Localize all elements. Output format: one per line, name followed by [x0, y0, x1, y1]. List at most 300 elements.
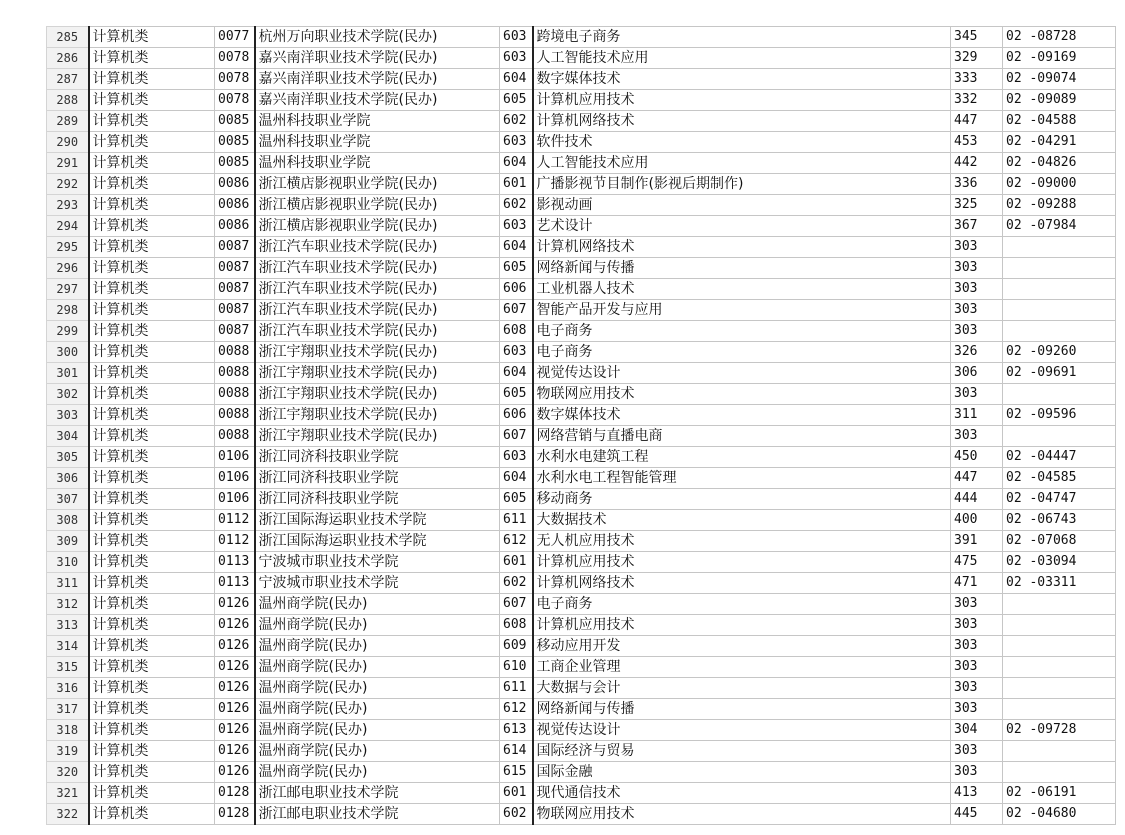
category-cell[interactable]: 计算机类	[89, 342, 215, 363]
score-cell[interactable]: 303	[951, 237, 1003, 258]
rank-cell[interactable]	[1003, 237, 1116, 258]
major-code-cell[interactable]: 604	[500, 363, 533, 384]
row-number: 311	[47, 573, 89, 594]
school-name-cell[interactable]: 浙江汽车职业技术学院(民办)	[255, 237, 500, 258]
rank-cell[interactable]	[1003, 615, 1116, 636]
major-code-cell[interactable]: 603	[500, 216, 533, 237]
major-name-cell[interactable]: 数字媒体技术	[533, 69, 951, 90]
major-code-cell[interactable]: 602	[500, 573, 533, 594]
category-cell[interactable]: 计算机类	[89, 384, 215, 405]
row-number: 298	[47, 300, 89, 321]
major-name-cell[interactable]: 物联网应用技术	[533, 384, 951, 405]
rank-cell[interactable]	[1003, 741, 1116, 762]
rank-cell[interactable]: 02 -08728	[1003, 27, 1116, 48]
category-cell[interactable]: 计算机类	[89, 447, 215, 468]
table-row	[47, 783, 1116, 804]
major-name-cell[interactable]: 网络营销与直播电商	[533, 426, 951, 447]
major-code-cell[interactable]: 603	[500, 447, 533, 468]
rank-cell[interactable]: 02 -04826	[1003, 153, 1116, 174]
table-row	[47, 27, 1116, 48]
major-code-cell[interactable]: 605	[500, 384, 533, 405]
major-code-cell[interactable]: 605	[500, 489, 533, 510]
school-code-cell[interactable]: 0086	[215, 216, 255, 237]
major-name-cell[interactable]: 电子商务	[533, 342, 951, 363]
score-cell[interactable]: 413	[951, 783, 1003, 804]
score-cell[interactable]: 303	[951, 300, 1003, 321]
school-name-cell[interactable]: 浙江邮电职业技术学院	[255, 804, 500, 825]
major-code-cell[interactable]: 604	[500, 153, 533, 174]
major-name-cell[interactable]: 影视动画	[533, 195, 951, 216]
school-name-cell[interactable]: 浙江宇翔职业技术学院(民办)	[255, 363, 500, 384]
school-code-cell[interactable]: 0112	[215, 531, 255, 552]
school-code-cell[interactable]: 0088	[215, 384, 255, 405]
score-cell[interactable]: 326	[951, 342, 1003, 363]
school-name-cell[interactable]: 浙江汽车职业技术学院(民办)	[255, 258, 500, 279]
major-code-cell[interactable]: 603	[500, 48, 533, 69]
row-number: 303	[47, 405, 89, 426]
school-code-cell[interactable]: 0087	[215, 237, 255, 258]
school-code-cell[interactable]: 0086	[215, 174, 255, 195]
rank-cell[interactable]: 02 -09169	[1003, 48, 1116, 69]
school-code-cell[interactable]: 0087	[215, 279, 255, 300]
score-cell[interactable]: 329	[951, 48, 1003, 69]
major-name-cell[interactable]: 工业机器人技术	[533, 279, 951, 300]
table-row	[47, 69, 1116, 90]
major-code-cell[interactable]: 610	[500, 657, 533, 678]
row-number: 313	[47, 615, 89, 636]
school-code-cell[interactable]: 0112	[215, 510, 255, 531]
school-name-cell[interactable]: 浙江横店影视职业学院(民办)	[255, 174, 500, 195]
major-name-cell[interactable]: 视觉传达设计	[533, 720, 951, 741]
category-cell[interactable]: 计算机类	[89, 216, 215, 237]
school-code-cell[interactable]: 0128	[215, 783, 255, 804]
category-cell[interactable]: 计算机类	[89, 657, 215, 678]
category-cell[interactable]: 计算机类	[89, 510, 215, 531]
major-code-cell[interactable]: 605	[500, 258, 533, 279]
school-code-cell[interactable]: 0126	[215, 657, 255, 678]
major-code-cell[interactable]: 602	[500, 111, 533, 132]
score-cell[interactable]: 447	[951, 111, 1003, 132]
school-name-cell[interactable]: 温州商学院(民办)	[255, 594, 500, 615]
major-code-cell[interactable]: 609	[500, 636, 533, 657]
school-name-cell[interactable]: 浙江邮电职业技术学院	[255, 783, 500, 804]
category-cell[interactable]: 计算机类	[89, 531, 215, 552]
school-code-cell[interactable]: 0126	[215, 636, 255, 657]
major-name-cell[interactable]: 电子商务	[533, 594, 951, 615]
school-code-cell[interactable]: 0088	[215, 363, 255, 384]
category-cell[interactable]: 计算机类	[89, 426, 215, 447]
category-cell[interactable]: 计算机类	[89, 552, 215, 573]
row-number: 315	[47, 657, 89, 678]
major-code-cell[interactable]: 606	[500, 279, 533, 300]
school-code-cell[interactable]: 0126	[215, 720, 255, 741]
score-cell[interactable]: 303	[951, 762, 1003, 783]
school-name-cell[interactable]: 温州科技职业学院	[255, 111, 500, 132]
major-name-cell[interactable]: 无人机应用技术	[533, 531, 951, 552]
school-name-cell[interactable]: 浙江汽车职业技术学院(民办)	[255, 300, 500, 321]
rank-cell[interactable]: 02 -03311	[1003, 573, 1116, 594]
major-code-cell[interactable]: 601	[500, 174, 533, 195]
category-cell[interactable]: 计算机类	[89, 279, 215, 300]
rank-cell[interactable]	[1003, 258, 1116, 279]
table-row	[47, 447, 1116, 468]
score-cell[interactable]: 325	[951, 195, 1003, 216]
major-name-cell[interactable]: 移动商务	[533, 489, 951, 510]
score-cell[interactable]: 444	[951, 489, 1003, 510]
rank-cell[interactable]	[1003, 384, 1116, 405]
school-code-cell[interactable]: 0113	[215, 573, 255, 594]
major-code-cell[interactable]: 611	[500, 510, 533, 531]
table-row	[47, 174, 1116, 195]
row-number: 320	[47, 762, 89, 783]
major-name-cell[interactable]: 广播影视节目制作(影视后期制作)	[533, 174, 951, 195]
table-row	[47, 699, 1116, 720]
score-cell[interactable]: 447	[951, 468, 1003, 489]
school-code-cell[interactable]: 0106	[215, 489, 255, 510]
school-name-cell[interactable]: 浙江宇翔职业技术学院(民办)	[255, 384, 500, 405]
major-name-cell[interactable]: 移动应用开发	[533, 636, 951, 657]
major-name-cell[interactable]: 跨境电子商务	[533, 27, 951, 48]
school-code-cell[interactable]: 0078	[215, 90, 255, 111]
major-code-cell[interactable]: 605	[500, 90, 533, 111]
rank-cell[interactable]: 02 -09000	[1003, 174, 1116, 195]
major-code-cell[interactable]: 613	[500, 720, 533, 741]
row-number: 295	[47, 237, 89, 258]
rank-cell[interactable]	[1003, 762, 1116, 783]
major-code-cell[interactable]: 604	[500, 468, 533, 489]
major-name-cell[interactable]: 计算机网络技术	[533, 111, 951, 132]
score-cell[interactable]: 303	[951, 636, 1003, 657]
major-name-cell[interactable]: 智能产品开发与应用	[533, 300, 951, 321]
table-row	[47, 678, 1116, 699]
school-code-cell[interactable]: 0085	[215, 111, 255, 132]
school-name-cell[interactable]: 温州商学院(民办)	[255, 762, 500, 783]
major-name-cell[interactable]: 大数据与会计	[533, 678, 951, 699]
category-cell[interactable]: 计算机类	[89, 153, 215, 174]
category-cell[interactable]: 计算机类	[89, 489, 215, 510]
school-name-cell[interactable]: 温州商学院(民办)	[255, 657, 500, 678]
rank-cell[interactable]	[1003, 321, 1116, 342]
score-cell[interactable]: 303	[951, 615, 1003, 636]
major-code-cell[interactable]: 606	[500, 405, 533, 426]
category-cell[interactable]: 计算机类	[89, 195, 215, 216]
school-name-cell[interactable]: 浙江宇翔职业技术学院(民办)	[255, 342, 500, 363]
major-name-cell[interactable]: 艺术设计	[533, 216, 951, 237]
rank-cell[interactable]: 02 -04747	[1003, 489, 1116, 510]
school-code-cell[interactable]: 0126	[215, 699, 255, 720]
table-row	[47, 804, 1116, 825]
category-cell[interactable]: 计算机类	[89, 363, 215, 384]
major-name-cell[interactable]: 工商企业管理	[533, 657, 951, 678]
school-name-cell[interactable]: 温州科技职业学院	[255, 153, 500, 174]
table-row	[47, 90, 1116, 111]
category-cell[interactable]: 计算机类	[89, 678, 215, 699]
table-row	[47, 321, 1116, 342]
major-name-cell[interactable]: 软件技术	[533, 132, 951, 153]
major-name-cell[interactable]: 人工智能技术应用	[533, 48, 951, 69]
table-row	[47, 531, 1116, 552]
school-code-cell[interactable]: 0126	[215, 762, 255, 783]
rank-cell[interactable]: 02 -09074	[1003, 69, 1116, 90]
category-cell[interactable]: 计算机类	[89, 90, 215, 111]
score-cell[interactable]: 475	[951, 552, 1003, 573]
category-cell[interactable]: 计算机类	[89, 741, 215, 762]
score-cell[interactable]: 303	[951, 321, 1003, 342]
row-number: 318	[47, 720, 89, 741]
school-name-cell[interactable]: 温州商学院(民办)	[255, 678, 500, 699]
score-cell[interactable]: 303	[951, 657, 1003, 678]
row-number: 293	[47, 195, 89, 216]
school-code-cell[interactable]: 0126	[215, 678, 255, 699]
school-name-cell[interactable]: 温州科技职业学院	[255, 132, 500, 153]
score-cell[interactable]: 336	[951, 174, 1003, 195]
school-name-cell[interactable]: 浙江汽车职业技术学院(民办)	[255, 279, 500, 300]
rank-cell[interactable]: 02 -09089	[1003, 90, 1116, 111]
major-code-cell[interactable]: 601	[500, 552, 533, 573]
category-cell[interactable]: 计算机类	[89, 237, 215, 258]
major-code-cell[interactable]: 614	[500, 741, 533, 762]
major-code-cell[interactable]: 611	[500, 678, 533, 699]
rank-cell[interactable]: 02 -09260	[1003, 342, 1116, 363]
category-cell[interactable]: 计算机类	[89, 720, 215, 741]
score-cell[interactable]: 303	[951, 741, 1003, 762]
category-cell[interactable]: 计算机类	[89, 300, 215, 321]
rank-cell[interactable]	[1003, 678, 1116, 699]
major-code-cell[interactable]: 607	[500, 594, 533, 615]
category-cell[interactable]: 计算机类	[89, 174, 215, 195]
rank-cell[interactable]: 02 -04447	[1003, 447, 1116, 468]
category-cell[interactable]: 计算机类	[89, 258, 215, 279]
score-cell[interactable]: 453	[951, 132, 1003, 153]
school-name-cell[interactable]: 宁波城市职业技术学院	[255, 573, 500, 594]
category-cell[interactable]: 计算机类	[89, 69, 215, 90]
row-number: 288	[47, 90, 89, 111]
category-cell[interactable]: 计算机类	[89, 111, 215, 132]
score-cell[interactable]: 303	[951, 258, 1003, 279]
score-cell[interactable]: 303	[951, 426, 1003, 447]
school-name-cell[interactable]: 浙江横店影视职业学院(民办)	[255, 195, 500, 216]
major-name-cell[interactable]: 物联网应用技术	[533, 804, 951, 825]
category-cell[interactable]: 计算机类	[89, 132, 215, 153]
score-cell[interactable]: 471	[951, 573, 1003, 594]
rank-cell[interactable]	[1003, 279, 1116, 300]
category-cell[interactable]: 计算机类	[89, 615, 215, 636]
score-cell[interactable]: 303	[951, 678, 1003, 699]
major-name-cell[interactable]: 视觉传达设计	[533, 363, 951, 384]
row-number: 290	[47, 132, 89, 153]
category-cell[interactable]: 计算机类	[89, 573, 215, 594]
school-name-cell[interactable]: 浙江汽车职业技术学院(民办)	[255, 321, 500, 342]
rank-cell[interactable]: 02 -09596	[1003, 405, 1116, 426]
rank-cell[interactable]	[1003, 636, 1116, 657]
category-cell[interactable]: 计算机类	[89, 48, 215, 69]
school-name-cell[interactable]: 杭州万向职业技术学院(民办)	[255, 27, 500, 48]
school-name-cell[interactable]: 宁波城市职业技术学院	[255, 552, 500, 573]
school-name-cell[interactable]: 浙江同济科技职业学院	[255, 489, 500, 510]
school-code-cell[interactable]: 0085	[215, 153, 255, 174]
major-code-cell[interactable]: 612	[500, 531, 533, 552]
score-cell[interactable]: 345	[951, 27, 1003, 48]
school-name-cell[interactable]: 浙江国际海运职业技术学院	[255, 510, 500, 531]
category-cell[interactable]: 计算机类	[89, 699, 215, 720]
score-cell[interactable]: 400	[951, 510, 1003, 531]
school-name-cell[interactable]: 温州商学院(民办)	[255, 741, 500, 762]
rank-cell[interactable]: 02 -06743	[1003, 510, 1116, 531]
major-code-cell[interactable]: 601	[500, 783, 533, 804]
major-code-cell[interactable]: 602	[500, 195, 533, 216]
major-name-cell[interactable]: 计算机应用技术	[533, 552, 951, 573]
major-code-cell[interactable]: 608	[500, 321, 533, 342]
score-cell[interactable]: 303	[951, 384, 1003, 405]
score-cell[interactable]: 306	[951, 363, 1003, 384]
rank-cell[interactable]: 02 -04585	[1003, 468, 1116, 489]
row-number: 304	[47, 426, 89, 447]
score-cell[interactable]: 391	[951, 531, 1003, 552]
school-code-cell[interactable]: 0126	[215, 615, 255, 636]
table-row	[47, 153, 1116, 174]
rank-cell[interactable]	[1003, 426, 1116, 447]
school-name-cell[interactable]: 温州商学院(民办)	[255, 615, 500, 636]
major-name-cell[interactable]: 电子商务	[533, 321, 951, 342]
score-cell[interactable]: 445	[951, 804, 1003, 825]
major-code-cell[interactable]: 608	[500, 615, 533, 636]
score-cell[interactable]: 442	[951, 153, 1003, 174]
score-cell[interactable]: 303	[951, 699, 1003, 720]
major-code-cell[interactable]: 607	[500, 300, 533, 321]
score-cell[interactable]: 333	[951, 69, 1003, 90]
school-name-cell[interactable]: 温州商学院(民办)	[255, 699, 500, 720]
score-cell[interactable]: 303	[951, 594, 1003, 615]
school-name-cell[interactable]: 温州商学院(民办)	[255, 636, 500, 657]
category-cell[interactable]: 计算机类	[89, 636, 215, 657]
school-code-cell[interactable]: 0128	[215, 804, 255, 825]
school-code-cell[interactable]: 0077	[215, 27, 255, 48]
major-code-cell[interactable]: 602	[500, 804, 533, 825]
major-name-cell[interactable]: 网络新闻与传播	[533, 258, 951, 279]
row-number: 305	[47, 447, 89, 468]
table-row	[47, 195, 1116, 216]
school-code-cell[interactable]: 0078	[215, 69, 255, 90]
rank-cell[interactable]: 02 -04291	[1003, 132, 1116, 153]
school-code-cell[interactable]: 0088	[215, 405, 255, 426]
school-name-cell[interactable]: 温州商学院(民办)	[255, 720, 500, 741]
rank-cell[interactable]: 02 -07984	[1003, 216, 1116, 237]
school-name-cell[interactable]: 浙江同济科技职业学院	[255, 447, 500, 468]
rank-cell[interactable]	[1003, 699, 1116, 720]
major-name-cell[interactable]: 计算机应用技术	[533, 615, 951, 636]
major-name-cell[interactable]: 人工智能技术应用	[533, 153, 951, 174]
rank-cell[interactable]: 02 -09691	[1003, 363, 1116, 384]
category-cell[interactable]: 计算机类	[89, 594, 215, 615]
rank-cell[interactable]	[1003, 594, 1116, 615]
major-code-cell[interactable]: 604	[500, 69, 533, 90]
rank-cell[interactable]	[1003, 657, 1116, 678]
school-code-cell[interactable]: 0087	[215, 300, 255, 321]
category-cell[interactable]: 计算机类	[89, 783, 215, 804]
school-code-cell[interactable]: 0085	[215, 132, 255, 153]
major-name-cell[interactable]: 国际经济与贸易	[533, 741, 951, 762]
major-name-cell[interactable]: 计算机网络技术	[533, 237, 951, 258]
major-code-cell[interactable]: 607	[500, 426, 533, 447]
score-cell[interactable]: 304	[951, 720, 1003, 741]
category-cell[interactable]: 计算机类	[89, 405, 215, 426]
major-name-cell[interactable]: 数字媒体技术	[533, 405, 951, 426]
major-name-cell[interactable]: 现代通信技术	[533, 783, 951, 804]
rank-cell[interactable]	[1003, 300, 1116, 321]
school-code-cell[interactable]: 0088	[215, 426, 255, 447]
major-name-cell[interactable]: 水利水电建筑工程	[533, 447, 951, 468]
table-row	[47, 300, 1116, 321]
score-cell[interactable]: 311	[951, 405, 1003, 426]
school-code-cell[interactable]: 0086	[215, 195, 255, 216]
rank-cell[interactable]: 02 -09288	[1003, 195, 1116, 216]
category-cell[interactable]: 计算机类	[89, 468, 215, 489]
school-code-cell[interactable]: 0106	[215, 468, 255, 489]
rank-cell[interactable]: 02 -09728	[1003, 720, 1116, 741]
category-cell[interactable]: 计算机类	[89, 27, 215, 48]
school-name-cell[interactable]: 浙江宇翔职业技术学院(民办)	[255, 426, 500, 447]
major-name-cell[interactable]: 计算机应用技术	[533, 90, 951, 111]
rank-cell[interactable]: 02 -04680	[1003, 804, 1116, 825]
major-code-cell[interactable]: 612	[500, 699, 533, 720]
category-cell[interactable]: 计算机类	[89, 804, 215, 825]
category-cell[interactable]: 计算机类	[89, 321, 215, 342]
school-name-cell[interactable]: 嘉兴南洋职业技术学院(民办)	[255, 48, 500, 69]
row-number: 314	[47, 636, 89, 657]
major-name-cell[interactable]: 计算机网络技术	[533, 573, 951, 594]
row-number: 322	[47, 804, 89, 825]
major-name-cell[interactable]: 国际金融	[533, 762, 951, 783]
rank-cell[interactable]: 02 -03094	[1003, 552, 1116, 573]
row-number: 312	[47, 594, 89, 615]
school-code-cell[interactable]: 0078	[215, 48, 255, 69]
school-name-cell[interactable]: 浙江国际海运职业技术学院	[255, 531, 500, 552]
school-code-cell[interactable]: 0106	[215, 447, 255, 468]
rank-cell[interactable]: 02 -07068	[1003, 531, 1116, 552]
category-cell[interactable]: 计算机类	[89, 762, 215, 783]
score-cell[interactable]: 332	[951, 90, 1003, 111]
score-cell[interactable]: 450	[951, 447, 1003, 468]
rank-cell[interactable]: 02 -06191	[1003, 783, 1116, 804]
school-name-cell[interactable]: 浙江横店影视职业学院(民办)	[255, 216, 500, 237]
row-number: 291	[47, 153, 89, 174]
major-name-cell[interactable]: 网络新闻与传播	[533, 699, 951, 720]
major-code-cell[interactable]: 615	[500, 762, 533, 783]
school-name-cell[interactable]: 嘉兴南洋职业技术学院(民办)	[255, 90, 500, 111]
major-code-cell[interactable]: 603	[500, 342, 533, 363]
school-name-cell[interactable]: 浙江宇翔职业技术学院(民办)	[255, 405, 500, 426]
school-code-cell[interactable]: 0087	[215, 258, 255, 279]
major-code-cell[interactable]: 603	[500, 27, 533, 48]
school-code-cell[interactable]: 0126	[215, 741, 255, 762]
major-name-cell[interactable]: 大数据技术	[533, 510, 951, 531]
school-name-cell[interactable]: 浙江同济科技职业学院	[255, 468, 500, 489]
row-number: 321	[47, 783, 89, 804]
score-cell[interactable]: 367	[951, 216, 1003, 237]
major-code-cell[interactable]: 604	[500, 237, 533, 258]
school-code-cell[interactable]: 0088	[215, 342, 255, 363]
major-code-cell[interactable]: 603	[500, 132, 533, 153]
school-name-cell[interactable]: 嘉兴南洋职业技术学院(民办)	[255, 69, 500, 90]
rank-cell[interactable]: 02 -04588	[1003, 111, 1116, 132]
table-row	[47, 510, 1116, 531]
score-cell[interactable]: 303	[951, 279, 1003, 300]
table-row	[47, 552, 1116, 573]
school-code-cell[interactable]: 0126	[215, 594, 255, 615]
school-code-cell[interactable]: 0087	[215, 321, 255, 342]
school-code-cell[interactable]: 0113	[215, 552, 255, 573]
major-name-cell[interactable]: 水利水电工程智能管理	[533, 468, 951, 489]
